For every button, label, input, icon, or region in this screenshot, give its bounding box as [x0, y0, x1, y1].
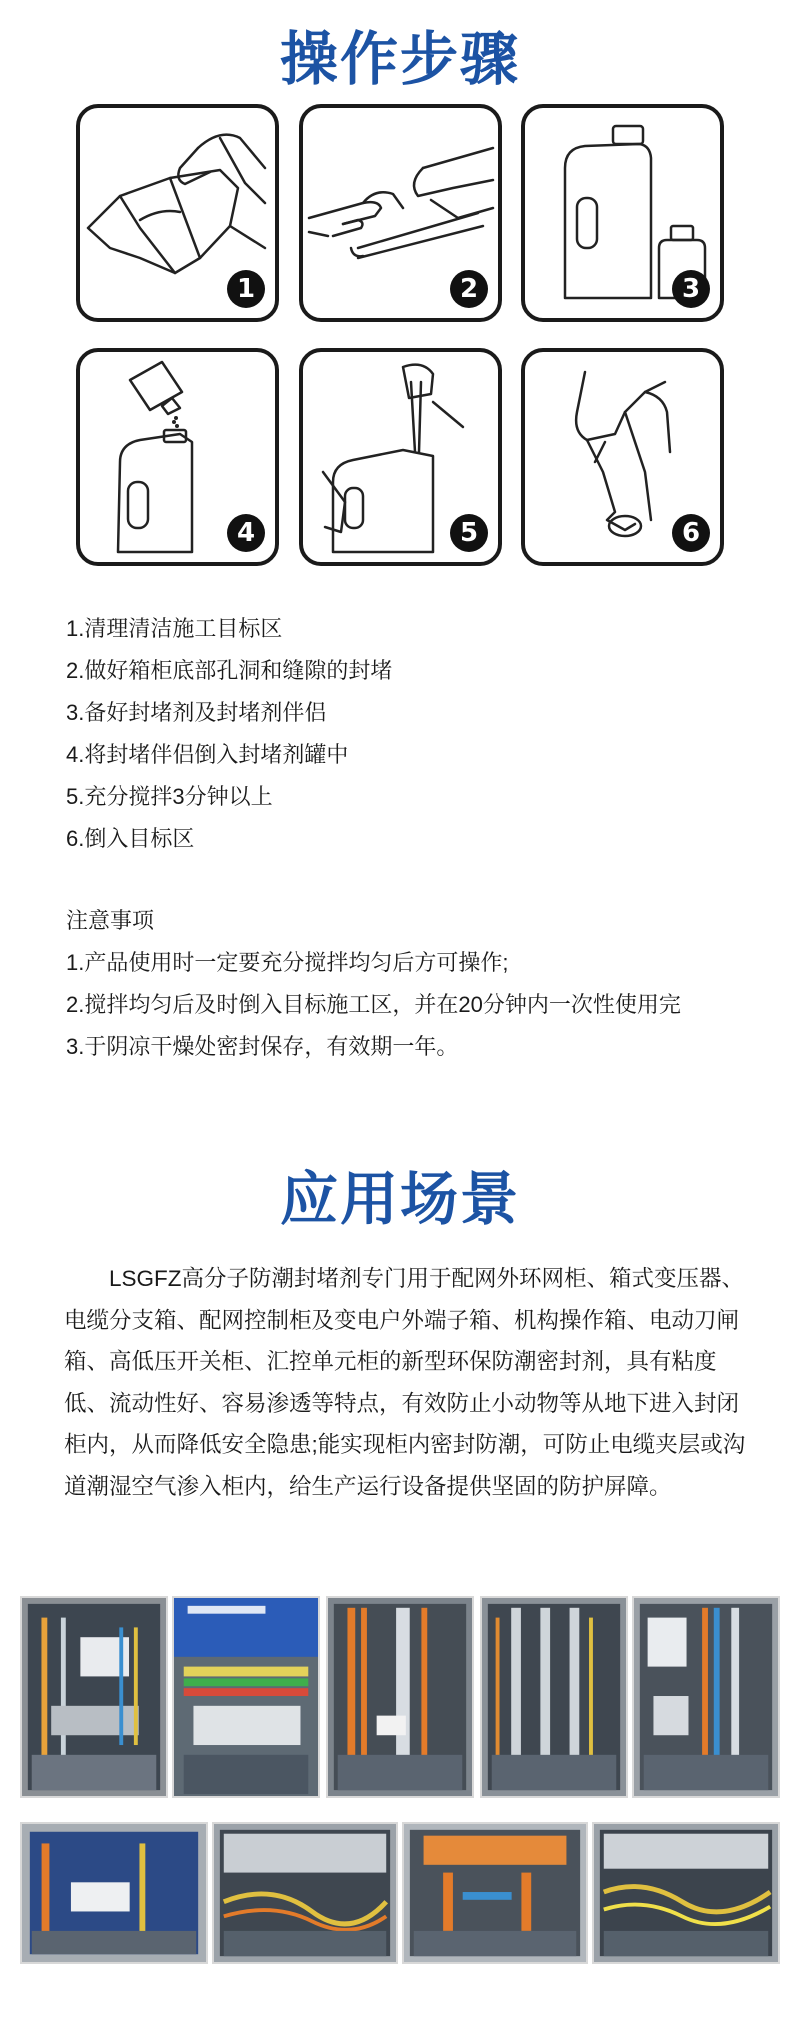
- cabinet-photo: [592, 1822, 780, 1964]
- step-number-badge: 4: [227, 514, 265, 552]
- step-number-badge: 5: [450, 514, 488, 552]
- step-item: 4.将封堵伴侣倒入封堵剂罐中: [66, 742, 349, 767]
- step-item: 3.备好封堵剂及封堵剂伴侣: [66, 700, 327, 725]
- steps-illustration-grid: [72, 104, 728, 578]
- cabinet-photo: [20, 1596, 168, 1798]
- step-item: 2.做好箱柜底部孔洞和缝隙的封堵: [66, 658, 393, 683]
- section-title-steps: 操作步骤: [279, 25, 520, 93]
- step-panel-6: [521, 348, 724, 566]
- step-panel-5: [299, 348, 502, 566]
- section-title-applications: 应用场景: [279, 1165, 520, 1233]
- note-item: 3.于阴凉干燥处密封保存，有效期一年。: [66, 1034, 459, 1059]
- cabinet-photo: [480, 1596, 628, 1798]
- step-item: 1.清理清洁施工目标区: [66, 616, 283, 641]
- note-item: 1.产品使用时一定要充分搅拌均匀后方可操作;: [66, 950, 509, 975]
- notes-section: [66, 900, 681, 1068]
- cabinet-photo: [212, 1822, 398, 1964]
- step-item: 6.倒入目标区: [66, 826, 195, 851]
- step-panel-3: [521, 104, 724, 322]
- cabinet-photo: [172, 1596, 320, 1798]
- step-item: 5.充分搅拌3分钟以上: [66, 784, 273, 809]
- note-item: 2.搅拌均匀后及时倒入目标施工区，并在20分钟内一次性使用完: [66, 992, 681, 1017]
- step-number-badge: 6: [672, 514, 710, 552]
- step-panel-4: [76, 348, 279, 566]
- step-panel-1: [76, 104, 279, 322]
- cabinet-photo: [20, 1822, 208, 1964]
- step-number-badge: 2: [450, 270, 488, 308]
- step-panel-2: [299, 104, 502, 322]
- cabinet-photo: [402, 1822, 588, 1964]
- application-paragraph: LSGFZ高分子防潮封堵剂专门用于配网外环网柜、箱式变压器、电缆分支箱、配网控制柜及变电户外端子箱、机构操作箱、电动刀闸箱、高低压开关柜、汇控单元柜的新型环保防潮密封剂，具有粘度低、流动性好、容易渗透等特点，有效防止小动物等从地下进入封闭柜内，从而降低安全隐患;能实现柜内密封防潮，可防止电缆夹层或沟道潮湿空气渗入柜内，给生产运行设备提供坚固的防护屏障。: [64, 1266, 746, 1499]
- notes-title: 注意事项: [66, 908, 155, 933]
- cabinet-photo: [632, 1596, 780, 1798]
- cabinet-photo: [326, 1596, 474, 1798]
- step-number-badge: 3: [672, 270, 710, 308]
- steps-list: [66, 608, 392, 860]
- step-number-badge: 1: [227, 270, 265, 308]
